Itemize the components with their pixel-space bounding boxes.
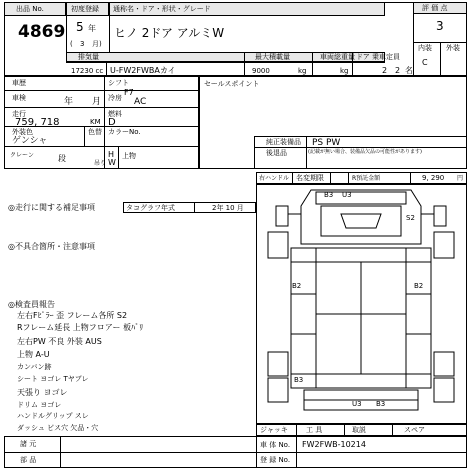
- gross-weight-label: 車両総重量: [320, 53, 355, 61]
- exterior-label: 外装: [446, 44, 460, 52]
- inspection-label: 車検: [12, 94, 26, 102]
- max-load-unit: kg: [298, 67, 307, 75]
- inspector-line-1: 左右Fﾋﾟﾗｰ 歪 フレーム各所 S2: [17, 311, 128, 320]
- driving-notes-label: ◎走行に関する補足事項: [8, 203, 95, 212]
- reg-year: 5: [76, 20, 84, 34]
- equipment-value: PS PW: [312, 138, 341, 148]
- reg-no-label: 登 録 No.: [260, 456, 291, 464]
- displacement-label: 排気量: [78, 53, 99, 61]
- score-label: 評 価 点: [422, 4, 448, 12]
- reg-month: 3: [80, 40, 85, 48]
- diagram-mark-s2: S2: [406, 214, 415, 222]
- sales-points-label: セールスポイント: [204, 80, 260, 88]
- equipment-label: 純正装備品: [266, 138, 301, 146]
- inspector-line-4: 上物 A-U: [17, 350, 50, 359]
- diagram-mark-b2-left: B2: [292, 282, 302, 290]
- diagram-mark-b3-front: B3: [324, 191, 334, 199]
- doors-value: 2: [382, 66, 388, 75]
- manual-label: 取説: [352, 426, 366, 434]
- seats-value: 2: [395, 66, 401, 75]
- max-load-value: 9000: [252, 67, 270, 75]
- sales-points-box: [199, 76, 467, 169]
- displacement-value: 17230 cc: [71, 67, 104, 75]
- diagram-mark-u3-rear: U3: [352, 400, 362, 408]
- vin-value: FW2FWB-10214: [302, 440, 366, 449]
- mileage-value: 759, 718: [15, 117, 60, 128]
- diagram-mark-b3-rear: B3: [376, 400, 386, 408]
- crane-dan: 段: [58, 154, 66, 163]
- interior-label: 内装: [418, 44, 432, 52]
- name-change-label: 名変期限: [296, 174, 324, 182]
- color-value: ゲンシャ: [12, 136, 48, 146]
- jack-label: ジャッキ: [260, 426, 288, 434]
- inspector-line-8: ドリム ヨゴレ: [17, 401, 62, 409]
- upper-w: W: [108, 158, 116, 167]
- first-reg-label: 初度登録: [71, 5, 99, 13]
- upper-h: H: [108, 150, 115, 159]
- fuel-label: 燃料: [108, 110, 122, 118]
- gross-weight-unit: kg: [340, 67, 349, 75]
- chassis-code: U-FW2FWBAカイ: [110, 66, 176, 75]
- model-type-label: 車歴: [12, 79, 26, 87]
- spare-label: スペア: [404, 426, 425, 434]
- mileage-label: 走行: [12, 110, 26, 118]
- mileage-unit: KM: [90, 118, 101, 126]
- inspector-label: ◎検査員報告: [8, 300, 55, 309]
- spec-label: 諸 元: [20, 440, 37, 448]
- ac-value: AC: [134, 97, 147, 107]
- tools-label: 工 具: [306, 426, 323, 434]
- color-label: 外装色: [12, 128, 33, 136]
- inspector-line-9: ハンドルグリップ スレ: [17, 412, 89, 420]
- seats-unit: 名: [405, 66, 413, 75]
- fuel-value: D: [108, 117, 116, 128]
- diagram-mark-b2-right: B2: [414, 282, 424, 290]
- crane-fuku: 吊り: [94, 160, 107, 167]
- reg-month-unit: 月): [92, 40, 102, 48]
- lot-no-label: 出品 No.: [16, 5, 44, 13]
- vin-label: 車 体 No.: [260, 441, 291, 449]
- lot-number: 4869: [18, 22, 66, 42]
- diagram-mark-u3-front: U3: [342, 191, 352, 199]
- color-no-label: カラーNo.: [108, 128, 141, 136]
- recycle-r-label: R預託金額: [352, 175, 381, 182]
- truck-diagram-svg: [256, 184, 467, 424]
- inspector-line-7: 天張り ヨゴレ: [17, 388, 68, 397]
- tacho-label: タコグラフ年式: [126, 204, 175, 212]
- inspector-line-10: ダッシュ ビス穴 欠品・穴: [17, 424, 99, 432]
- model-label: 通称名・ドア・形状・グレード: [113, 5, 211, 13]
- option-label: 後退品: [266, 149, 287, 157]
- interior-score: C: [422, 58, 428, 67]
- ac-label: 冷房: [108, 94, 122, 102]
- tacho-value: 2年 10 月: [212, 204, 244, 212]
- inspector-line-3: 左右PW 不良 外装 AUS: [17, 337, 102, 346]
- door-seat-label: ドア 乗車定員: [356, 53, 401, 61]
- parts-label: 部 品: [20, 456, 37, 464]
- diagram-mark-b3-left: B3: [294, 376, 304, 384]
- right-hand-label: 右ハンドル: [259, 175, 290, 182]
- model-name: ヒノ 2ドア アルミW: [114, 26, 225, 40]
- shift-label: シフト: [108, 79, 129, 87]
- inspection-month: 月: [92, 97, 102, 107]
- crane-label: クレーン: [10, 152, 34, 159]
- recycle-amount-unit: 円: [457, 175, 464, 182]
- inspector-line-6: シート ヨゴレ Tヤブレ: [17, 375, 89, 383]
- recycle-amount: 9, 290: [422, 174, 445, 182]
- color-change-label: 色替: [88, 128, 102, 136]
- upper-label: 上物: [122, 152, 136, 160]
- option-note: (記載が無い場合、装備品欠品の可能性があります): [308, 149, 422, 155]
- score-value: 3: [436, 19, 444, 33]
- inspector-line-5: カンバン跡: [17, 363, 52, 371]
- reg-month-open: (: [70, 40, 73, 48]
- max-load-label: 最大積載量: [255, 53, 290, 61]
- inspector-line-2: Rフレーム延長 上物フロアー 板ﾊﾞﾘ: [17, 323, 144, 332]
- inspection-year: 年: [64, 97, 74, 107]
- reg-year-unit: 年: [88, 24, 96, 33]
- defects-label: ◎不具合箇所・注意事項: [8, 242, 95, 251]
- shift-value: F7: [124, 88, 134, 97]
